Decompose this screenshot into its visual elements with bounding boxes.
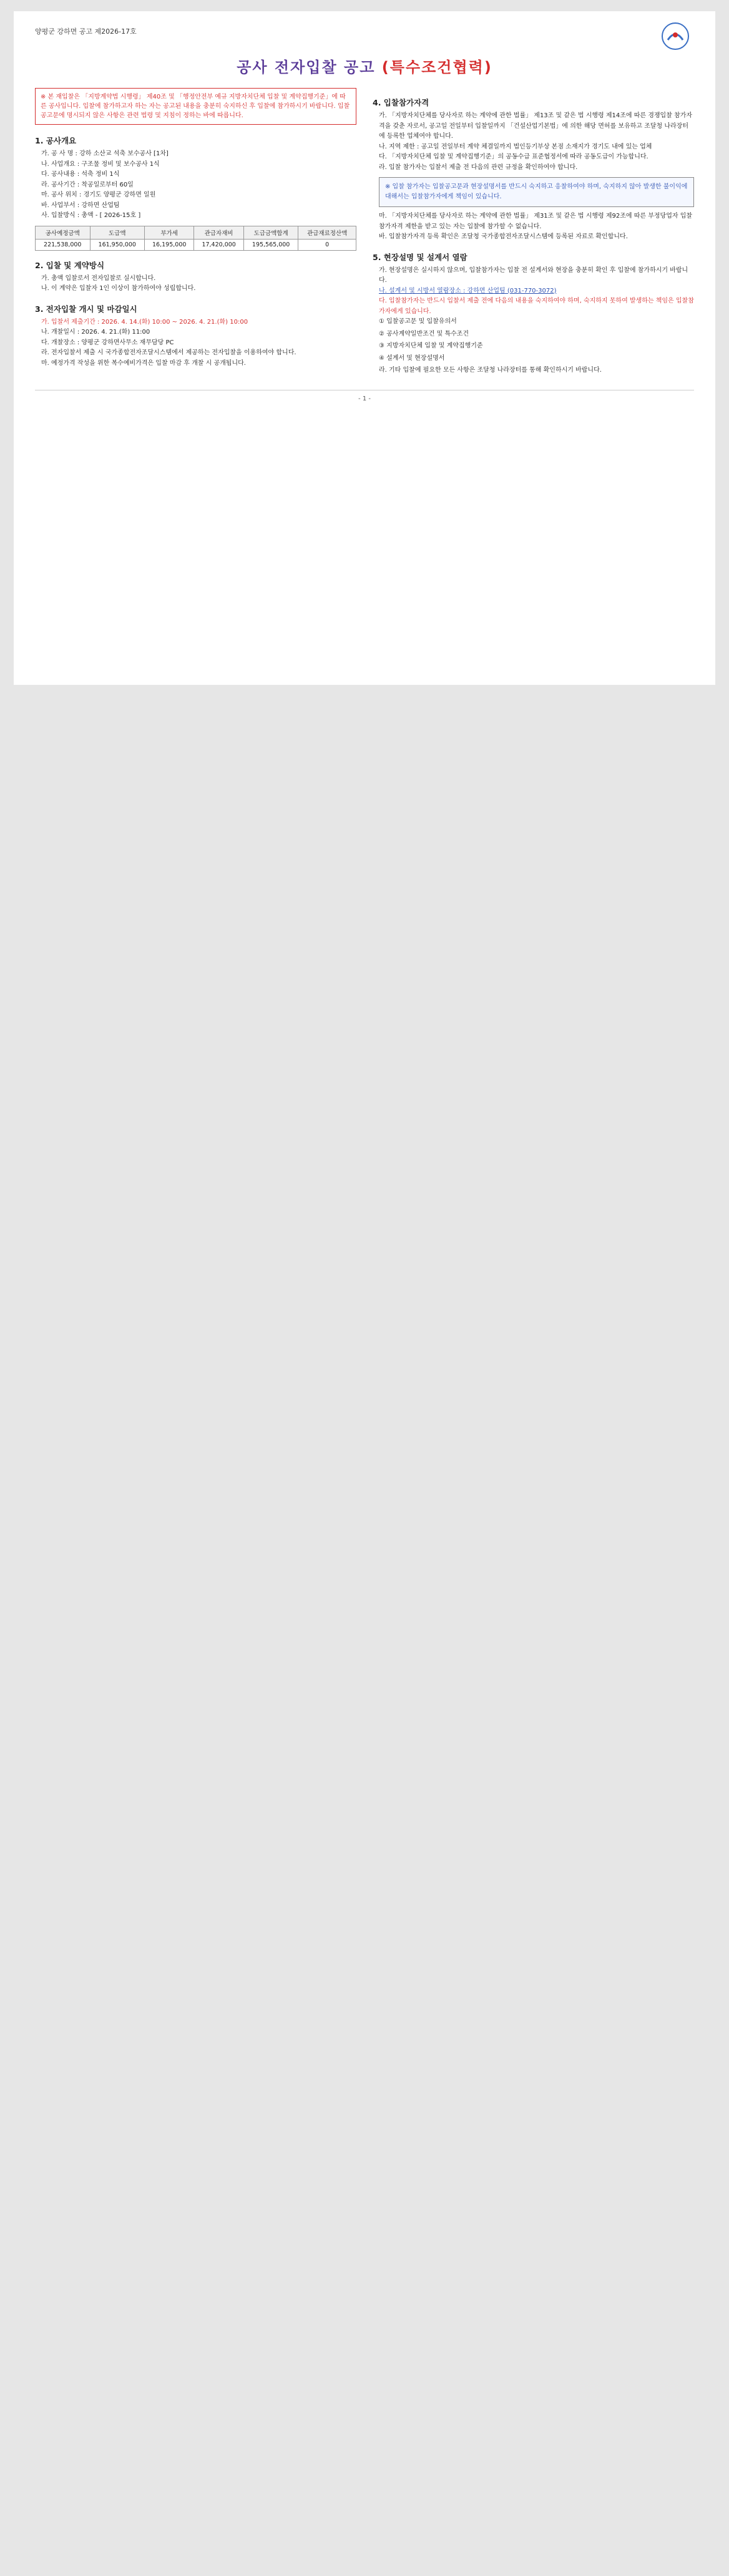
amount-table-header-row	[36, 226, 356, 239]
section-item: 다. 입찰참가자는 반드시 입찰서 제출 전에 다음의 내용을 숙지하여야 하며, 숙지하지 못하여 발생하는 책임은 입찰참가자에게 있습니다.	[379, 298, 694, 315]
announcement-title	[35, 55, 694, 77]
title-highlight: (특수조건협력)	[381, 59, 492, 76]
section-item: 다. 공사내용 : 석축 정비 1식	[41, 171, 120, 178]
section-heading: 3. 전자입찰 개시 및 마감일시	[35, 304, 137, 314]
amount-table-header: 관급재료정산액	[298, 226, 356, 239]
amount-table-header: 도급액	[90, 226, 145, 239]
title-text: 공사 전자입찰 공고	[237, 59, 376, 76]
section-item: 라. 전자입찰서 제출 시 국가종합전자조달시스템에서 제공하는 전자입찰을 이용하여야 합니다.	[41, 349, 296, 356]
section-subitem: ③ 지방자치단체 입찰 및 계약집행기준	[379, 342, 483, 349]
section-item: 마. 예정가격 작성을 위한 복수예비가격은 입찰 마감 후 개찰 시 공개됩니다.	[41, 359, 246, 367]
section-heading: 2. 입찰 및 계약방식	[35, 260, 105, 270]
section-item: 나. 개찰일시 : 2026. 4. 21.(화) 11:00	[41, 329, 150, 336]
amount-table	[35, 226, 356, 251]
section-item: 나. 이 계약은 입찰자 1인 이상이 참가하여야 성립합니다.	[41, 285, 196, 292]
section-heading: 1. 공사개요	[35, 136, 77, 145]
section-item: 라. 입찰 참가자는 입찰서 제출 전 다음의 관련 규정을 확인하여야 합니다.	[379, 163, 578, 171]
section-item: 사. 입찰방식 : 총액 - [ 2026-15호 ]	[41, 212, 141, 219]
document-page-1	[14, 11, 715, 685]
section-subitem: ② 공사계약일반조건 및 특수조건	[379, 330, 469, 337]
section-item: 가. 입찰서 제출기간 : 2026. 4. 14.(화) 10:00 ~ 2026. 4. 21.(화) 10:00	[41, 318, 248, 326]
document-number: 양평군 강하면 공고 제2026-17호	[35, 27, 137, 36]
amount-table-header: 부가세	[145, 226, 194, 239]
section-heading: 4. 입찰참가자격	[373, 98, 429, 107]
section-item: 나. 설계서 및 시방서 열람장소 : 강하면 산업팀 (031-770-3072)	[379, 287, 557, 294]
section-item: 가. 총액 입찰로서 전자입찰로 실시합니다.	[41, 274, 156, 282]
notice-box: ※ 본 재입찰은 「지방계약법 시행령」 제40조 및 「행정안전부 예규 지방자치단체 입찰 및 계약집행기준」에 따른 공사입니다. 입찰에 참가하고자 하는 자는 공고된 내용을 충분히 숙지하신 후 입찰에 참가하시기 바랍니다. 입찰공고문에 명시되지 않은 사항은 관련 법령 및 지침이 정하는 바에 따릅니다.	[35, 88, 356, 125]
section-item: 바. 입찰참가자격 등록 확인은 조달청 국가종합전자조달시스템에 등록된 자료로 확인합니다.	[379, 233, 628, 240]
amount-table-cell: 16,195,000	[145, 239, 194, 250]
section-item: 나. 사업개요 : 구조물 정비 및 보수공사 1식	[41, 160, 160, 168]
section-item: 마. 「지방자치단체를 당사자로 하는 계약에 관한 법률」 제31조 및 같은 법 시행령 제92조에 따른 부정당업자 입찰참가자격 제한을 받고 있는 자는 입찰에 참가할 수 없습니다.	[379, 213, 693, 230]
county-seal-icon	[660, 21, 690, 51]
section-item: 나. 지역 제한 : 공고일 전일부터 계약 체결일까지 법인등기부상 본점 소재지가 경기도 내에 있는 업체	[379, 143, 652, 150]
section-item: 마. 공사 위치 : 경기도 양평군 강하면 일원	[41, 191, 156, 198]
amount-table-cell: 17,420,000	[194, 239, 243, 250]
section-item: 라. 기타 입찰에 필요한 모든 사항은 조달청 나라장터를 통해 확인하시기 바랍니다.	[379, 367, 602, 374]
amount-table-cell: 221,538,000	[36, 239, 91, 250]
two-column-body	[35, 88, 694, 376]
section-item: 가. 현장설명은 실시하지 않으며, 입찰참가자는 입찰 전 설계서와 현장을 충분히 확인 후 입찰에 참가하시기 바랍니다.	[379, 266, 688, 284]
amount-table-header: 공사예정금액	[36, 226, 91, 239]
section-subitem: ④ 설계서 및 현장설명서	[379, 354, 445, 362]
amount-table-header: 도급금액합계	[243, 226, 298, 239]
section-item: 바. 사업부서 : 강하면 산업팀	[41, 201, 120, 209]
section-item: 다. 「지방자치단체 입찰 및 계약집행기준」의 공동수급 표준협정서에 따라 공동도급이 가능합니다.	[379, 153, 648, 160]
section-heading: 5. 현장설명 및 설계서 열람	[373, 252, 467, 262]
amount-table-header: 관급자재비	[194, 226, 243, 239]
right-column	[373, 88, 694, 376]
amount-table-cell: 195,565,000	[243, 239, 298, 250]
section-item: 라. 공사기간 : 착공일로부터 60일	[41, 181, 134, 188]
reference-box: ※ 입찰 참가자는 입찰공고문과 현장설명서를 반드시 숙지하고 응찰하여야 하며, 숙지하지 않아 발생한 불이익에 대해서는 입찰참가자에게 책임이 있습니다.	[379, 177, 694, 207]
page-number: - 1 -	[358, 395, 371, 402]
amount-table-row	[36, 239, 356, 250]
section-item: 다. 개찰장소 : 양평군 강하면사무소 재무담당 PC	[41, 339, 174, 346]
section-subitem: ① 입찰공고문 및 입찰유의서	[379, 318, 457, 325]
section-item: 가. 공 사 명 : 강하 소산교 석축 보수공사 [1차]	[41, 150, 169, 157]
left-column	[35, 88, 356, 376]
amount-table-cell: 0	[298, 239, 356, 250]
section-item: 가. 「지방자치단체를 당사자로 하는 계약에 관한 법률」 제13조 및 같은 법 시행령 제14조에 따른 경쟁입찰 참가자격을 갖춘 자로서, 공고일 전일부터 입찰일까지 「건설산업기본법」에 의한 해당 면허를 보유하고 조달청 나라장터에 등록한 업체여야 합니다.	[379, 112, 693, 140]
amount-table-cell: 161,950,000	[90, 239, 145, 250]
